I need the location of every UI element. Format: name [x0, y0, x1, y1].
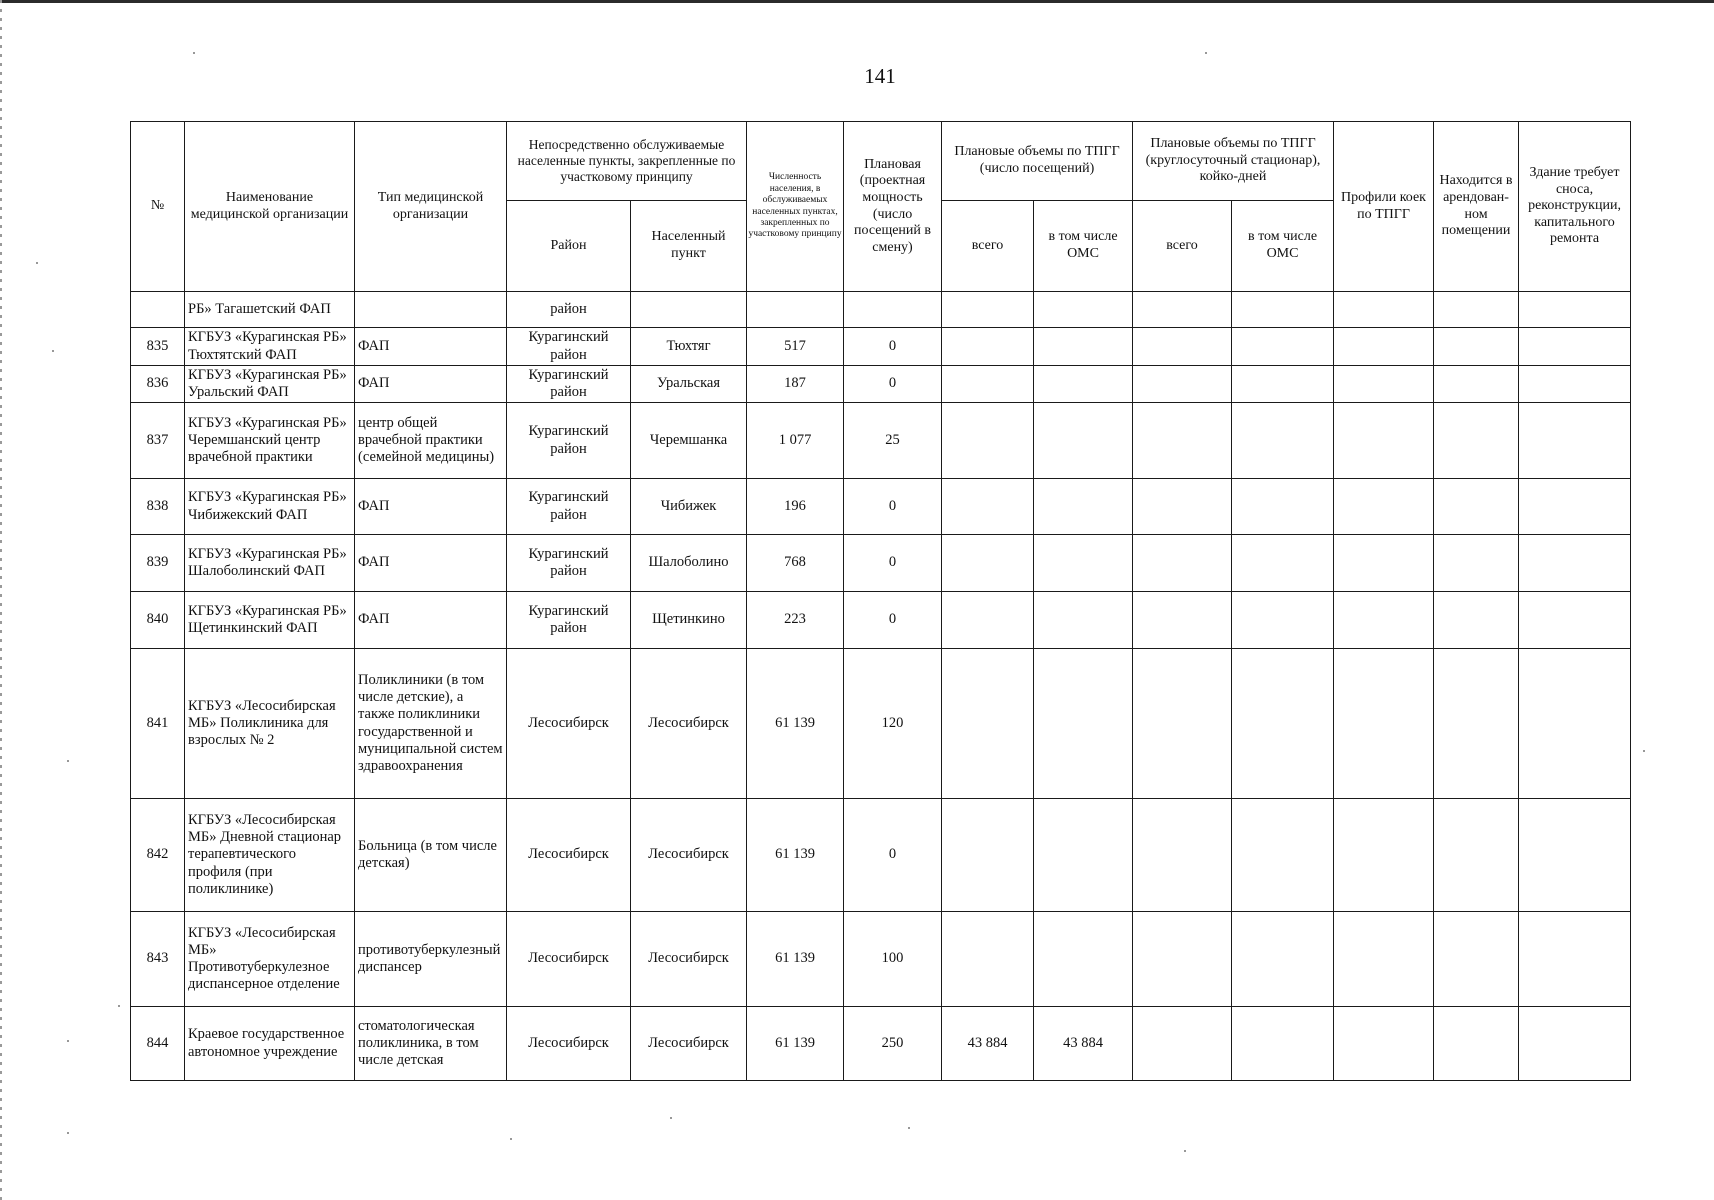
header-visits-oms: в том числе ОМС — [1034, 201, 1133, 292]
cell-inpatient-oms — [1232, 592, 1334, 649]
cell-settlement: Черемшанка — [631, 403, 747, 479]
cell-visits-total: 43 884 — [942, 1007, 1034, 1081]
cell-type: ФАП — [355, 366, 507, 403]
cell-population: 196 — [747, 479, 844, 535]
cell-capacity: 0 — [844, 535, 942, 592]
cell-capacity: 250 — [844, 1007, 942, 1081]
cell-name: КГБУЗ «Курагинская РБ» Тюхтятский ФАП — [185, 328, 355, 366]
header-capacity: Плановая (проектная мощность (число посещений в смену) — [844, 122, 942, 292]
scan-speck — [908, 1127, 910, 1129]
cell-name: Краевое государственное автономное учреждение — [185, 1007, 355, 1081]
table-row — [131, 592, 1714, 649]
cell-settlement: Тюхтяг — [631, 328, 747, 366]
cell-building — [1519, 328, 1631, 366]
cell-type: Больница (в том числе детская) — [355, 799, 507, 912]
cell-type: ФАП — [355, 592, 507, 649]
cell-name: КГБУЗ «Лесосибирская МБ» Противотуберкулезное диспансерное отделение — [185, 912, 355, 1007]
cell-type: Поликлиники (в том числе детские), а также поликлиники государственной и муниципальной систем здравоохранения — [355, 649, 507, 799]
cell-inpatient-oms — [1232, 912, 1334, 1007]
cell-name: КГБУЗ «Курагинская РБ» Шалоболинский ФАП — [185, 535, 355, 592]
cell-district: Курагинский район — [507, 366, 631, 403]
cell-capacity — [844, 292, 942, 328]
cell-settlement: Шалоболино — [631, 535, 747, 592]
cell-rented — [1434, 799, 1519, 912]
cell-num: 836 — [131, 366, 185, 403]
cell-name: КГБУЗ «Курагинская РБ» Чибижекский ФАП — [185, 479, 355, 535]
cell-rented — [1434, 649, 1519, 799]
cell-settlement — [631, 292, 747, 328]
table-row — [131, 328, 1714, 366]
cell-building — [1519, 403, 1631, 479]
cell-type: противотуберкулезный диспансер — [355, 912, 507, 1007]
scan-speck — [52, 350, 54, 352]
table-row — [131, 403, 1714, 479]
cell-type: центр общей врачебной практики (семейной медицины) — [355, 403, 507, 479]
cell-settlement: Уральская — [631, 366, 747, 403]
cell-type: стоматологическая поликлиника, в том числе детская — [355, 1007, 507, 1081]
cell-building — [1519, 479, 1631, 535]
header-num: № — [131, 122, 185, 292]
cell-bed-profiles — [1334, 912, 1434, 1007]
cell-building — [1519, 292, 1631, 328]
cell-rented — [1434, 479, 1519, 535]
cell-inpatient-total — [1133, 535, 1232, 592]
cell-district: Лесосибирск — [507, 1007, 631, 1081]
header-settlement: Населенный пункт — [631, 201, 747, 292]
cell-population: 61 139 — [747, 1007, 844, 1081]
cell-visits-oms — [1034, 592, 1133, 649]
cell-visits-oms — [1034, 479, 1133, 535]
header-population: Численность населения, в обслуживаемых населенных пунктах, закрепленных по участковому принципу — [747, 122, 844, 292]
cell-bed-profiles — [1334, 292, 1434, 328]
page-number: 141 — [864, 64, 896, 88]
table-row — [131, 649, 1714, 799]
cell-bed-profiles — [1334, 403, 1434, 479]
scan-speck — [510, 1138, 512, 1140]
cell-building — [1519, 912, 1631, 1007]
cell-district: Лесосибирск — [507, 912, 631, 1007]
cell-bed-profiles — [1334, 799, 1434, 912]
cell-inpatient-oms — [1232, 799, 1334, 912]
cell-inpatient-total — [1133, 912, 1232, 1007]
header-served-places: Непосредственно обслуживаемые населенные пункты, закрепленные по участковому принципу — [507, 122, 747, 201]
cell-visits-total — [942, 479, 1034, 535]
cell-building — [1519, 592, 1631, 649]
cell-visits-oms — [1034, 366, 1133, 403]
cell-rented — [1434, 403, 1519, 479]
table-row — [131, 799, 1714, 912]
cell-num: 844 — [131, 1007, 185, 1081]
cell-rented — [1434, 535, 1519, 592]
cell-visits-total — [942, 535, 1034, 592]
header-building: Здание требует сноса, реконструкции, капитального ремонта — [1519, 122, 1631, 292]
cell-capacity: 100 — [844, 912, 942, 1007]
cell-population: 768 — [747, 535, 844, 592]
cell-name: КГБУЗ «Курагинская РБ» Щетинкинский ФАП — [185, 592, 355, 649]
scan-speck — [193, 52, 195, 54]
cell-building — [1519, 366, 1631, 403]
cell-name: КГБУЗ «Лесосибирская МБ» Дневной стационар терапевтического профиля (при поликлинике) — [185, 799, 355, 912]
cell-name: КГБУЗ «Курагинская РБ» Черемшанский центр врачебной практики — [185, 403, 355, 479]
cell-bed-profiles — [1334, 535, 1434, 592]
cell-num: 839 — [131, 535, 185, 592]
cell-type: ФАП — [355, 328, 507, 366]
table-row — [131, 479, 1714, 535]
cell-visits-oms — [1034, 292, 1133, 328]
scan-speck — [36, 262, 38, 264]
cell-population: 61 139 — [747, 649, 844, 799]
cell-population: 187 — [747, 366, 844, 403]
scan-speck — [67, 1040, 69, 1042]
scan-speck — [1205, 52, 1207, 54]
cell-capacity: 25 — [844, 403, 942, 479]
header-inpatient: Плановые объемы по ТПГГ (круглосуточный стационар), койко-дней — [1133, 122, 1334, 201]
table-row — [131, 292, 1714, 328]
cell-settlement: Лесосибирск — [631, 799, 747, 912]
cell-district: Курагинский район — [507, 328, 631, 366]
cell-num: 843 — [131, 912, 185, 1007]
cell-capacity: 120 — [844, 649, 942, 799]
cell-inpatient-oms — [1232, 535, 1334, 592]
cell-num: 841 — [131, 649, 185, 799]
cell-inpatient-total — [1133, 649, 1232, 799]
cell-visits-total — [942, 799, 1034, 912]
cell-district: Курагинский район — [507, 535, 631, 592]
cell-rented — [1434, 592, 1519, 649]
header-district: Район — [507, 201, 631, 292]
header-org-name: Наименование медицинской организации — [185, 122, 355, 292]
cell-bed-profiles — [1334, 592, 1434, 649]
cell-inpatient-total — [1133, 799, 1232, 912]
cell-visits-oms: 43 884 — [1034, 1007, 1133, 1081]
cell-inpatient-total — [1133, 403, 1232, 479]
header-visits-total: всего — [942, 201, 1034, 292]
cell-num: 838 — [131, 479, 185, 535]
cell-name: КГБУЗ «Курагинская РБ» Уральский ФАП — [185, 366, 355, 403]
cell-visits-oms — [1034, 649, 1133, 799]
cell-inpatient-oms — [1232, 403, 1334, 479]
cell-population: 61 139 — [747, 799, 844, 912]
cell-population: 223 — [747, 592, 844, 649]
cell-visits-total — [942, 366, 1034, 403]
cell-population: 1 077 — [747, 403, 844, 479]
cell-district: Лесосибирск — [507, 799, 631, 912]
cell-settlement: Лесосибирск — [631, 1007, 747, 1081]
cell-district: Курагинский район — [507, 403, 631, 479]
cell-visits-total — [942, 592, 1034, 649]
cell-inpatient-total — [1133, 592, 1232, 649]
cell-bed-profiles — [1334, 479, 1434, 535]
cell-num: 840 — [131, 592, 185, 649]
cell-capacity: 0 — [844, 799, 942, 912]
cell-inpatient-total — [1133, 292, 1232, 328]
cell-rented — [1434, 912, 1519, 1007]
table-row — [131, 535, 1714, 592]
table-row — [131, 1007, 1714, 1081]
cell-visits-total — [942, 649, 1034, 799]
scan-speck — [118, 1005, 120, 1007]
cell-district: Курагинский район — [507, 592, 631, 649]
scan-speck — [67, 1132, 69, 1134]
cell-visits-oms — [1034, 799, 1133, 912]
header-visits: Плановые объемы по ТПГГ (число посещений) — [942, 122, 1133, 201]
top-border-line — [0, 0, 1714, 3]
cell-inpatient-oms — [1232, 479, 1334, 535]
cell-visits-total — [942, 403, 1034, 479]
cell-settlement: Лесосибирск — [631, 912, 747, 1007]
header-inpatient-total: всего — [1133, 201, 1232, 292]
cell-capacity: 0 — [844, 366, 942, 403]
scan-left-edge — [0, 0, 2, 1200]
cell-visits-total — [942, 912, 1034, 1007]
table-row — [131, 366, 1714, 403]
cell-inpatient-oms — [1232, 292, 1334, 328]
cell-visits-oms — [1034, 328, 1133, 366]
cell-type: ФАП — [355, 479, 507, 535]
header-rented: Находится в арендован-ном помещении — [1434, 122, 1519, 292]
cell-visits-oms — [1034, 912, 1133, 1007]
cell-inpatient-oms — [1232, 328, 1334, 366]
cell-population — [747, 292, 844, 328]
cell-inpatient-oms — [1232, 649, 1334, 799]
cell-rented — [1434, 292, 1519, 328]
cell-district: Курагинский район — [507, 479, 631, 535]
cell-building — [1519, 535, 1631, 592]
cell-visits-total — [942, 328, 1034, 366]
header-bed-profiles: Профили коек по ТПГГ — [1334, 122, 1434, 292]
cell-inpatient-oms — [1232, 366, 1334, 403]
cell-bed-profiles — [1334, 366, 1434, 403]
cell-visits-total — [942, 292, 1034, 328]
cell-bed-profiles — [1334, 1007, 1434, 1081]
header-org-type: Тип медицинской организации — [355, 122, 507, 292]
cell-type — [355, 292, 507, 328]
cell-population: 61 139 — [747, 912, 844, 1007]
cell-inpatient-oms — [1232, 1007, 1334, 1081]
cell-building — [1519, 799, 1631, 912]
scan-speck — [67, 760, 69, 762]
cell-capacity: 0 — [844, 328, 942, 366]
cell-num: 842 — [131, 799, 185, 912]
cell-name: КГБУЗ «Лесосибирская МБ» Поликлиника для взрослых № 2 — [185, 649, 355, 799]
header-inpatient-oms: в том числе ОМС — [1232, 201, 1334, 292]
cell-capacity: 0 — [844, 592, 942, 649]
cell-num: 837 — [131, 403, 185, 479]
cell-inpatient-total — [1133, 328, 1232, 366]
cell-type: ФАП — [355, 535, 507, 592]
cell-bed-profiles — [1334, 328, 1434, 366]
medical-organizations-table — [130, 121, 1714, 1081]
cell-inpatient-total — [1133, 366, 1232, 403]
cell-name: РБ» Тагашетский ФАП — [185, 292, 355, 328]
cell-building — [1519, 649, 1631, 799]
table-row — [131, 912, 1714, 1007]
cell-settlement: Щетинкино — [631, 592, 747, 649]
cell-num — [131, 292, 185, 328]
cell-rented — [1434, 328, 1519, 366]
cell-inpatient-total — [1133, 1007, 1232, 1081]
scan-speck — [670, 1117, 672, 1119]
cell-building — [1519, 1007, 1631, 1081]
cell-num: 835 — [131, 328, 185, 366]
cell-district: район — [507, 292, 631, 328]
cell-rented — [1434, 366, 1519, 403]
cell-bed-profiles — [1334, 649, 1434, 799]
cell-visits-oms — [1034, 403, 1133, 479]
cell-population: 517 — [747, 328, 844, 366]
cell-inpatient-total — [1133, 479, 1232, 535]
scan-speck — [1184, 1150, 1186, 1152]
cell-capacity: 0 — [844, 479, 942, 535]
cell-settlement: Чибижек — [631, 479, 747, 535]
cell-district: Лесосибирск — [507, 649, 631, 799]
cell-visits-oms — [1034, 535, 1133, 592]
cell-settlement: Лесосибирск — [631, 649, 747, 799]
cell-rented — [1434, 1007, 1519, 1081]
